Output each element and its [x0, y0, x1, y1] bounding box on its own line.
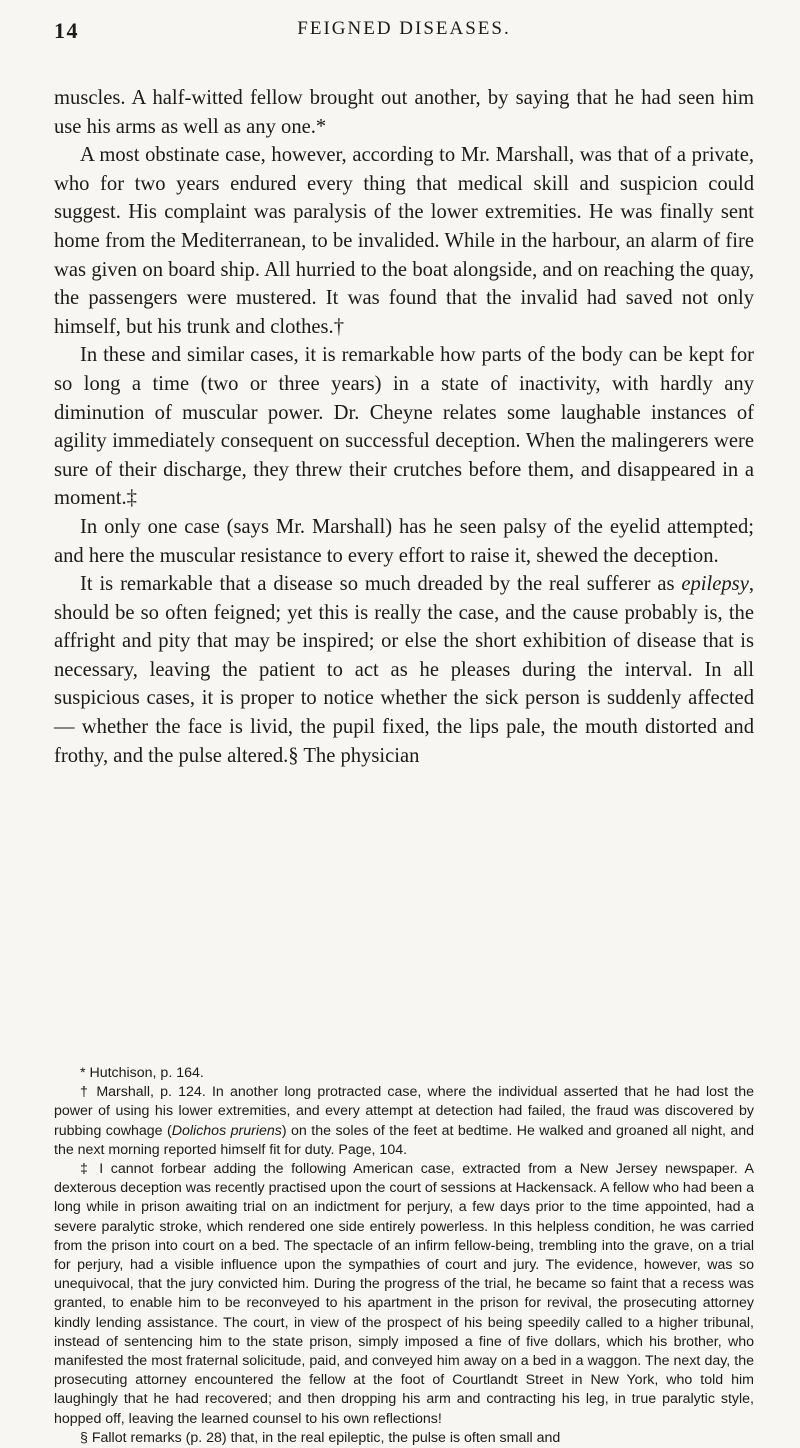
text-run: , should be so often feigned; yet this is really the case, and the cause probably is, the affright and pity that may be inspired; or else the short exhibition of disease that is necessary, leaving the patient to act as he pleases during the interval. In all suspicious cases, it is proper to notice whether the sick person is suddenly affected — whether the face is livid, the pupil fixed, the lips pale, the mouth distorted and frothy, and the pulse altered.§ The physician [54, 573, 754, 767]
paragraph-3 [54, 341, 754, 513]
text-run: * Hutchison, p. 164. [80, 1065, 204, 1081]
page-number: 14 [54, 18, 79, 43]
text-run: It is remarkable that a disease so much dreaded by the real sufferer as [80, 573, 682, 596]
text-run: muscles. A half-witted fellow brought out another, by saying that he had seen him use his arms as well as any one.* [54, 87, 754, 138]
footnote-1 [54, 1064, 754, 1083]
footnote-2 [54, 1083, 754, 1160]
footnote-3 [54, 1160, 754, 1429]
italic-term: epilepsy [681, 573, 749, 596]
book-page [54, 14, 755, 1446]
italic-term: Dolichos pruriens [171, 1122, 282, 1139]
text-run: ) on the soles of the feet at bedtime. He walked and groaned all night, and the next morning reported himself fit for duty. Page, 104. [54, 1122, 755, 1158]
text-run: In only one case (says Mr. Marshall) has he seen palsy of the eyelid attempted; and here the muscular resistance to every effort to raise it, shewed the deception. [54, 515, 754, 567]
body-text [54, 84, 754, 770]
text-run: § Fallot remarks (p. 28) that, in the real epileptic, the pulse is often small and [80, 1429, 561, 1446]
page-header [54, 14, 754, 54]
running-title: FEIGNED DISEASES. [297, 18, 511, 39]
text-run: In these and similar cases, it is remarkable how parts of the body can be kept for so long a time (two or three years) in a state of inactivity, with hardly any diminution of muscular power. Dr. Cheyne relates some laughable instances of agility immediately consequent on successful deception. When the malingerers were sure of their discharge, they threw their crutches before them, and disappeared in a moment.‡ [54, 344, 754, 510]
text-run: ‡ I cannot forbear adding the following American case, extracted from a New Jersey newspaper. A dexterous deception was recently practised upon the court of sessions at Hackensack. A fellow who had been a long while in prison awaiting trial on an indictment for perjury, a few days prior to the time appointed, had a severe paralytic stroke, which rendered one side entirely powerless. In this helpless condition, he was carried from the prison into court on a bed. The spectacle of an infirm fellow-being, trembling into the grave, on a trial for perjury, had a visible influence upon the sympathies of court and jury. The evidence, however, was so unequivocal, that the jury convicted him. During the progress of the trial, he became so faint that a recess was granted, to enable him to be reconveyed to his apartment in the prison for revival, the prosecuting attorney kindly lending assistance. The court, in view of the prospect of his being speedily called to a higher tribunal, instead of sentencing him to the state prison, simply imposed a fine of five dollars, which his brother, who manifested the most fraternal solicitude, paid, and conveyed him away on a bed in a waggon. The next day, the prosecuting attorney encountered the fellow at the foot of Courtlandt Street in New York, who told him laughingly that he had recovered; and then dropping his arm and contracting his leg, in true paralytic style, hopped off, leaving the learned counsel to his own reflections! [54, 1161, 754, 1427]
paragraph-4 [54, 513, 754, 570]
paragraph-2 [54, 141, 754, 341]
text-run: A most obstinate case, however, according to Mr. Marshall, was that of a private, who for two years endured every thing that medical skill and suspicion could suggest. His complaint was paralysis of the lower extremities. He was finally sent home from the Mediterranean, to be invalided. While in the harbour, an alarm of fire was given on board ship. All hurried to the boat alongside, and on reaching the quay, the passengers were mustered. It was found that the invalid had saved not only himself, but his trunk and clothes.† [54, 144, 754, 338]
paragraph-5 [54, 570, 754, 770]
text-run: † Marshall, p. 124. In another long protracted case, where the individual asserted that he had lost the power of using his lower extremities, and every attempt at detection had failed, the fraud was discovered by rubbing cowhage ( [54, 1084, 754, 1139]
paragraph-1 [54, 84, 754, 141]
footnotes [54, 1064, 754, 1448]
footnote-4 [54, 1429, 754, 1448]
